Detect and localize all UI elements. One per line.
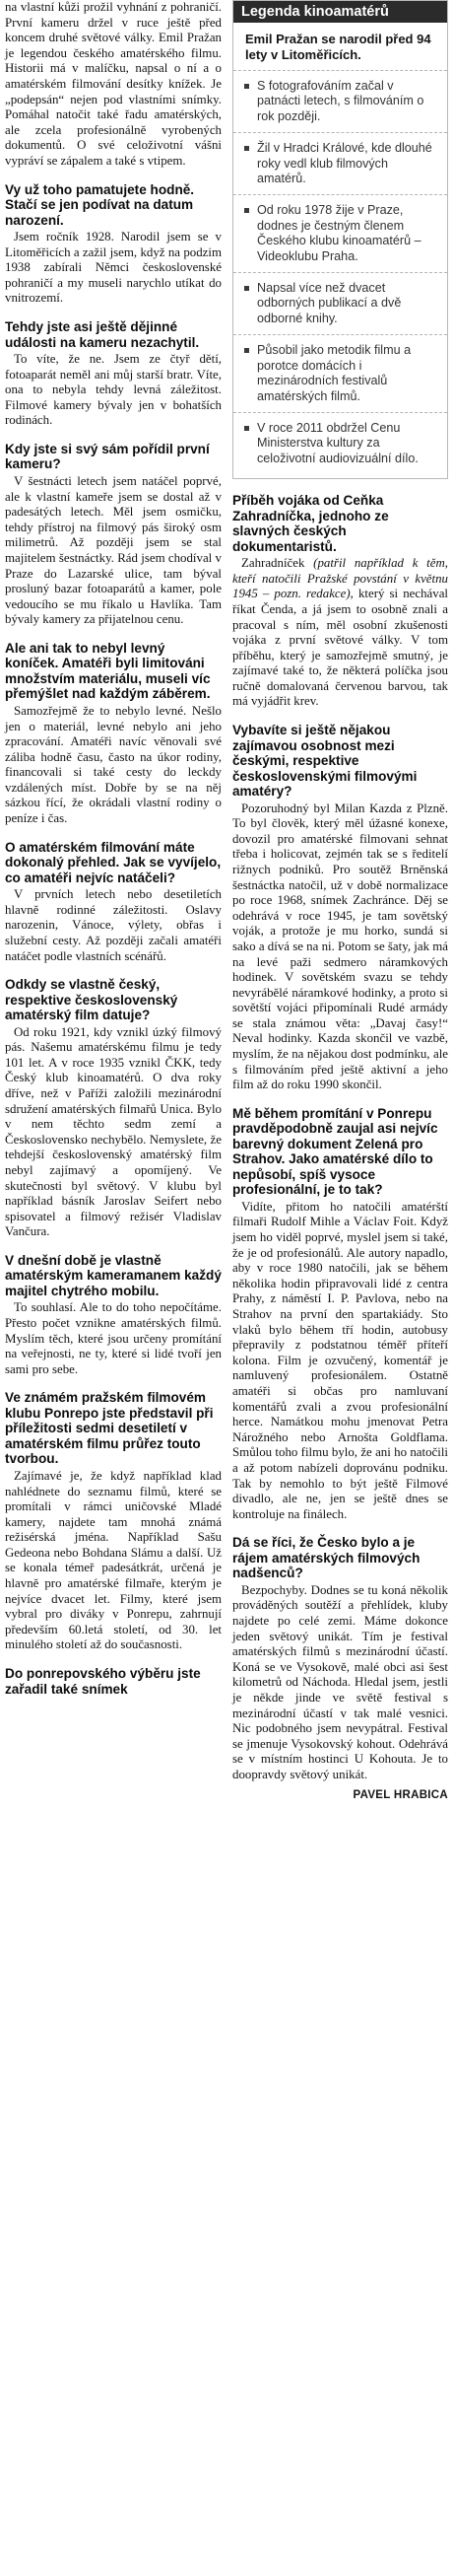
legend-item: Žil v Hradci Králové, kde dlouhé roky vedl klub filmových amatérů. xyxy=(233,132,447,194)
answer-paragraph: Zajímavé je, že když například klad nahlédnete do seznamu filmů, které se promítali v rámci uničovské Mladé kamery, najdete tam mnohá známá režisérská jména. Například Sašu Gedeona nebo Bohdana Slámu a další. Už se konala témeř padesátkrát, určená je hlavně pro amatérské filmaře, kterým je nejvíce dvacet let. Filmy, které jsem vybral pro diváky v Ponrepu, zahrnují především 60.letá století, od 30. let minulého století až do současnosti. xyxy=(5,1468,222,1652)
square-bullet-icon xyxy=(244,348,249,353)
legend-list xyxy=(233,70,447,478)
interview-question: Ale ani tak to nebyl levný koníček. Amatéři byli limitováni množstvím materiálu, museli víc přemýšlet nad každým záběrem. xyxy=(5,640,211,702)
interview-question: Příběh vojáka od Ceňka Zahradníčka, jednoho ze slavných českých dokumentaristů. xyxy=(232,493,389,554)
legend-title: Legenda kinoamatérů xyxy=(233,1,447,23)
answer-paragraph: Samozřejmě že to nebylo levné. Nešlo jen o materiál, levné nebylo ani jeho zpracování. Amatéři navíc věnovali své záliba hodně času, často na úkor rodiny, financovali si také cesty do leckdy vzdálených míst. Dobře by se na něj sázkou řící, že okrádali vlastní rodiny o peníze i čas. xyxy=(5,703,222,826)
interview-question: V dnešní době je vlastně amatérským kameramanem každý majitel chytrého mobilu. xyxy=(5,1252,222,1298)
interview-question: Kdy jste si svý sám pořídil první kameru? xyxy=(5,441,210,472)
author-byline: PAVEL HRABICA xyxy=(353,1788,448,1801)
square-bullet-icon xyxy=(244,208,249,213)
answer-paragraph: V prvních letech nebo desetiletích hlavně rodinné záležitosti. Oslavy narozenin, Vánoce, výlety, obřas i služební cesty. Až později začali amatéři natáčet podle vlastních scénářů. xyxy=(5,887,222,963)
legend-item: V roce 2011 obdržel Cenu Ministerstva kultury za celoživotní audiovizuální dílo. xyxy=(233,412,447,474)
legend-item: S fotografováním začal v patnácti letech, s filmováním o rok později. xyxy=(233,70,447,132)
interview-question: Odkdy se vlastně český, respektive československý amatérský film datuje? xyxy=(5,977,178,1023)
left-column xyxy=(5,0,222,1699)
legend-box xyxy=(232,0,448,479)
interview-question: Vy už toho pamatujete hodně. Stačí se jen podívat na datum narození. xyxy=(5,181,195,228)
legend-item: Působil jako metodik filmu a porotce domácích i mezinárodních festivalů amatérských filmů. xyxy=(233,334,447,412)
answer-paragraph: Od roku 1921, kdy vznikl úzký filmový pás. Našemu amatérskému filmu je tedy 101 let. A v roce 1935 vznikl ČKK, tedy Český klub kinoamatérů. O dva roky dříve, než v Paříži založili mezinárodní sdružení amatérských filmařů Unica. Bylo v nem těchto sedm zemí a Československo nechybělo. Nemyslete, že tehdejší československý amatérský film nebyl zajímavý a opomíjený. Ve skutečnosti byl světový. V klubu byl například básník Jaroslav Seifert nebo spisovatel a filmový režisér Vladislav Vančura. xyxy=(5,1024,222,1239)
answer-paragraph: To víte, že ne. Jsem ze čtyř dětí, fotoaparát neměl ani můj starší bratr. Víte, ona to nebyla tehdy levná záležitost. Filmové kamery bývaly jen v bohatších rodinách. xyxy=(5,352,222,428)
legend-item: Od roku 1978 žije v Praze, dodnes je čestným členem Českého klubu kinoamatérů – Videoklubu Praha. xyxy=(233,194,447,272)
answer-paragraph: na vlastní kůži prožil vyhnání z pohraničí. První kameru držel v ruce ještě před koncem druhé světové války. Emil Pražan je legendou českého amatérského filmu. Historii má v malíčku, napsal o ní a o amatérském filmování desítky knížek. Je „podepsán“ nejen pod vlastními snímky. Pomáhal natočit také řadu amatérských, ale zcela profesionálně vyrobených dokumentů. O své celoživotní vášni vypráví se zápalem a také s vtipem. xyxy=(5,0,222,168)
square-bullet-icon xyxy=(244,426,249,431)
interview-question: O amatérském filmování máte dokonalý přehled. Jak se vyvíjelo, co amatéři nejvíc natáčeli? xyxy=(5,839,222,885)
interview-question: Tehdy jste asi ještě dějinné události na kameru nezachytil. xyxy=(5,319,200,350)
legend-item: Napsal více než dvacet odborných publikací a dvě odborné knihy. xyxy=(233,272,447,334)
interview-question: Vybavíte si ještě nějakou zajímavou osobnost mezi českými, respektive československými filmovými amatéry? xyxy=(232,723,418,800)
interview-question: Mě během promítání v Ponrepu pravděpodobně zaujal asi nejvíc barevný dokument Zelená pro Strahov. Jako amatérské dílo to nepůsobí, spíš vysoce profesionální, je to tak? xyxy=(232,1105,438,1198)
answer-paragraph: To souhlasí. Ale to do toho nepočítáme. Přesto počet vznikne amatérských filmů. Myslím těch, které jsou určeny promítání na veřejnosti, ne ty, které si lidé tvoří jen sami pro sebe. xyxy=(5,1300,222,1376)
answer-paragraph: Zahradníček (patřil například k těm, kteří natočili Pražské povstání v květnu 1945 – pozn. redakce), který si nechával říkat Čenda, a já jsem to osobně znali a pracoval s ním, měl osobní zkušenosti vojáka z první světové války. V tom příběhu, který je samozřejmě smutný, je zajímavé také to, že některá políčka jsou ručně domalovaná červenou barvou, tak má vyjádřit krev. xyxy=(232,556,449,709)
interview-question: Dá se říci, že Česko bylo a je rájem amatérských filmových nadšenců? xyxy=(232,1535,421,1581)
interview-question: Ve známém pražském filmovém klubu Ponrepo jste představil při příležitosti sedmi desetiletí v amatérském filmu průřez touto tvorbou. xyxy=(5,1390,214,1467)
square-bullet-icon xyxy=(244,286,249,291)
answer-paragraph: Vidíte, přitom ho natočili amatérští filmaři Rudolf Mihle a Václav Foit. Když jsem ho viděl poprvé, myslel jsem si také, že je od profesionálů. Ale autory napadlo, aby v roce 1980 natočili, jak se během několika hodin připravovali lidé z centra Prahy, z náměstí I. P. Pavlova, nebo na Strahov na první den spartakiády. Sto vlaků bylo během tří hodin, autobusy přepravily z podstatnou téměř příteří kolona. Film je ozvučený, komentář je namluvený profesionálem. Ostatně amatéři si občas pro namluvaní komentářů zvali a zvou profesionální herce. Namátkou mohu jmenovat Petra Nárožného nebo Arnošta Goldflama. Smůlou toho filmu bylo, že ani ho natočili a až potom nabízeli doprovánu podniku. Tak by nemohlo to být ještě Filmové divadlo, ale ne, jen se ještě dnes se kontroluje na finálech. xyxy=(232,1199,448,1521)
answer-paragraph: Pozoruhodný byl Milan Kazda z Plzně. To byl člověk, který měl úžasné konexe, dovozil pro amatérské filmovani sehnat třeba i holicovat, zejmén tak se s ředitelí rižnych podniků. Pro soutěž Brněnská šestnáctka natočil, už v době normalizace po roce 1968, snímek Zachránce. Děj se odehrává v roce 1945, je tam sovětský voják, a protože je mu horko, sundá si sako a dívá se na ni. Potom se šaty, jak má na levé paži sedmero náramkových hodinek. V sovětském svazu se tehdy nevyrábělé náramkové hodinky, a proto si sovětští vojáci připomínali Rudé armády se stala známou věta: „Davaj časy!“ Neval hodinky. Kazda skončil ve vazbě, myslím, že na nějakou dost podmínku, ale s filmováním před ještě aktivní a jeho film až do roku 1990 skončil. xyxy=(232,801,448,1092)
answer-paragraph: V šestnácti letech jsem natáčel poprvé, ale k vlastní kameře jsem se dostal až v padesátých letech. Měl jsem osmičku, tehdy přístroj na filmový pás široký osm milimetrů. Až později jsem se stal majitelem šestnáctky. Rád jsem chodíval v Praze do Lazarské ulice, tam býval prosluný bazar fotoaparátů a kamer, pole vedoucího se mu říkalo u Havlíka. Tam bývaly kamery za přijatelnou cenu. xyxy=(5,473,222,627)
interview-question: Do ponrepovského výběru jste zařadil také snímek xyxy=(5,1666,201,1697)
right-column xyxy=(232,0,448,1801)
right-article-body xyxy=(232,493,448,1782)
square-bullet-icon xyxy=(244,84,249,89)
legend-subtitle: Emil Pražan se narodil před 94 lety v Litoměřicích. xyxy=(245,32,431,62)
answer-paragraph: Bezpochyby. Dodnes se tu koná několik prováděných soutěží a přehlídek, kluby najdete po celé zemi. Máme dokonce jeden světový unikát. Tím je festival amatérských filmů s mezinárodní účastí. Koná se ve Vysokově, malé obci asi šest kilometrů od Náchoda. Hledal jsem, jestli je někde jinde ve světě festival s mezinárodní účastí v tak malé vesnici. Nic podobného jsem nevypátral. Festival se jmenuje Vysokovský kohout. Odehrává se v místním hostinci U Kohouta. Je to doopravdy světový unikát. xyxy=(232,1582,448,1781)
answer-paragraph: Jsem ročník 1928. Narodil jsem se v Litoměřicích a zažil jsem, když na podzim 1938 zabírali Němci československé pohraničí a my museli narychlo utíkat do vnitrozemí. xyxy=(5,230,222,306)
square-bullet-icon xyxy=(244,146,249,151)
